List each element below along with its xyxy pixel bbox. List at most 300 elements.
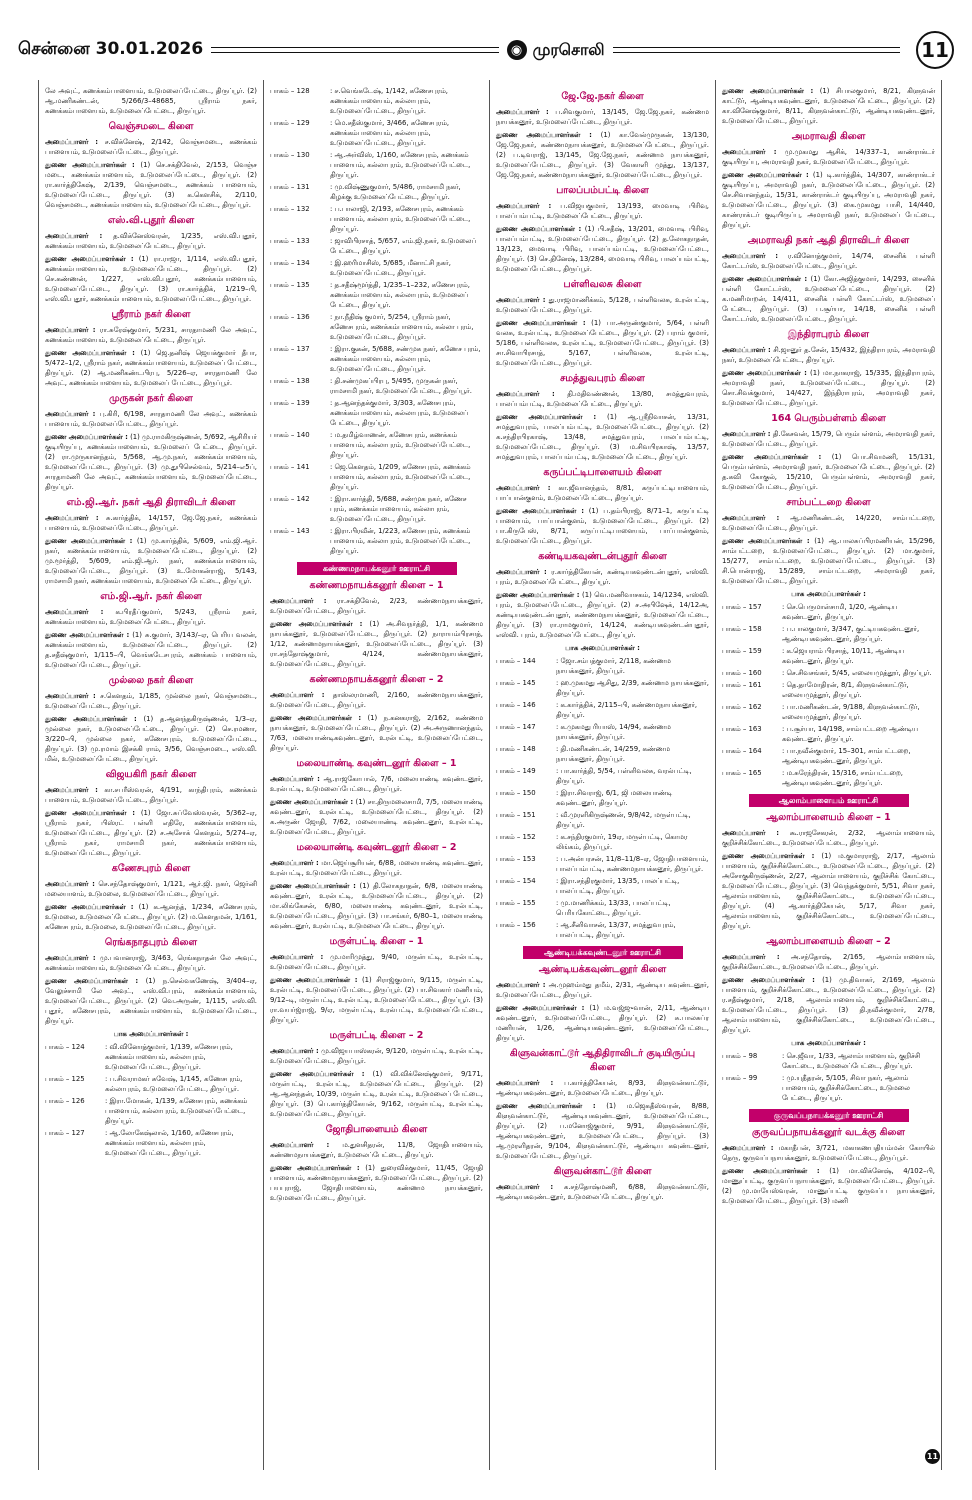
booth-entry [270, 258, 483, 278]
entry-paragraph [722, 828, 935, 848]
role-label: துணை அமைப்பாளர்கள் : [45, 903, 134, 911]
role-label: துணை அமைப்பாளர்கள் : [722, 275, 808, 283]
role-label: அமைப்பாளர் : [270, 859, 319, 867]
booth-number: பாகம் – 150 [496, 789, 536, 797]
booth-number: பாகம் – 162 [722, 703, 762, 711]
booth-details: : இரா.சிவராஜ், 6/1, ஜி மலையாண்டி கவுண்டனூர், திருப்பூர். [556, 789, 673, 807]
role-label: அமைப்பாளர் : [722, 829, 780, 837]
entry-paragraph [496, 483, 709, 503]
section-heading: அமராவதி கிளை [791, 131, 866, 142]
entry-paragraph [45, 953, 257, 973]
booth-details: : க.ஜெயராம் பிரசாத், 10/11, ஆண்டிய கவுண்டனூர், திருப்பூர். [782, 647, 905, 665]
entry-paragraph [722, 1143, 935, 1163]
entry-paragraph [722, 251, 935, 271]
booth-details: : ப.அன்பரசன், 11/8–11/8–ஏ, ஜோதிபாளையம், பாலப்பம்பட்டி, கண்ணமநாயக்கனூர், திருப்பூர். [556, 855, 709, 873]
section-heading: கண்ணமநாயக்கனூர் கிளை – 2 [309, 674, 444, 685]
booth-details: : இ.ஹரிமாசிஸ், 5/685, மீனாட்சி நகர், உடுமலைப்பேட்டை, திருப்பூர். [330, 259, 451, 277]
role-label: அமைப்பாளர் : [45, 410, 96, 418]
entry-paragraph [722, 513, 935, 533]
section-heading: ரெங்கநாதபுரம் கிளை [104, 937, 198, 948]
entry-text: (1) ப.தம்பிராஜ், 8/71–1, கருப்பட்டி பாளையம், பாப்பான்குளம், உடுமலைப்பேட்டை, திருப்பூர். (2) பா.கிருபேஸ், 8/71, கருப்பட்டிபாளையம், பாப்பான்குளம், உடுமலைப்பேட்டை, திருப்பூர். [496, 507, 709, 545]
newspaper-name: முரசொலி [532, 39, 605, 59]
role-label: அமைப்பாளர் : [722, 252, 779, 260]
entry-paragraph [270, 1069, 483, 1119]
role-label: அமைப்பாளர் : [45, 692, 96, 700]
entry-text: (1) மு.ராமகிருஷ்ணன், 5/692, ஆசிரியர் குடியிருப்பு, கணக்கம்பாளையம், உடுமலைப் பேட்டை, திருப்பூர். (2) ரா.முருகானந்தம், 5/568, ஆ.மு.நகர், கணக்கம்பாளையம், உடுமலைப்பேட்டை, திருப்பூர். (3) மு.துபிசெல்வம், 5/214–எ5ப், சாரதாமணி லே அவுட், கணக்கம்பாளையம், உடுமலைப்பேட்டை, திருப்பூர். [45, 433, 257, 491]
entry-text: மா.ஜெய்சூரியன், 6/88, மலையாண்டி கவுண்டனூர், உரல்பட்டி, உடுமலைப்பேட்டை, திருப்பூர். [270, 859, 483, 877]
section-heading: சாம்பட்டறை கிளை [786, 497, 871, 508]
role-label: துணை அமைப்பாளர்கள் : [496, 225, 582, 233]
entry-text: பு.கிரி, 6/198, சாரதாமணி லே அவுட், கணக்கம் பாளையம், உடுமலைப்பேட்டை, திருப்பூர். [45, 410, 257, 428]
entry-text: (1) ஆ.ஸ்ரீநிவாசன், 13/31, சமத்துவபுரம், பாலப்பம்பட்டி, உடுமலைப்பேட்டை, திருப்பூர். (2) க.சந்திரபிரகாஷ், 13/48, சமத்துவபுரம், பாலப்பம்பட்டி, உடுமலைப்பேட்டை, திருப்பூர். (3) ம.சிவபிரகாஷ், 13/57, சமத்துவபுரம், பாலப்பம்பட்டி, உடுமலைப்பேட்டை, திருப்பூர். [496, 413, 709, 461]
entry-paragraph [722, 86, 935, 126]
entry-paragraph [722, 1166, 935, 1206]
section-heading: 164 பெரும்பள்ளம் கிளை [771, 413, 886, 424]
entry-paragraph [496, 590, 709, 640]
section-heading: ஆலாம்பாளையம் கிளை – 1 [766, 812, 891, 823]
role-label: அமைப்பாளர் : [496, 202, 552, 210]
role-label: துணை அமைப்பாளர்கள் : [270, 798, 354, 806]
entry-text: தி.மதிவண்ணன், 13/80, சமத்துவபுரம், பாலப்பம்பட்டி, உடுமலைப்பேட்டை, திருப்பூர். [496, 390, 709, 408]
role-label: துணை அமைப்பாளர்கள் : [496, 319, 586, 327]
role-label: அமைப்பாளர் : [496, 1079, 554, 1087]
role-label: அமைப்பாளர் : [45, 786, 98, 794]
entry-paragraph [722, 368, 935, 408]
booth-entry [45, 1096, 257, 1126]
entry-paragraph [496, 295, 709, 315]
entry-paragraph [45, 231, 257, 251]
booth-number: பாகம் – 156 [496, 921, 536, 929]
entry-text: (1) கா.வேல்முருகன், 13/130, ஜே.ஜே.நகர், கண்ணமநாயக்கனூர், உடுமலைப்பேட்டை, திருப்பூர். (2) ப.டிவராஜ், 13/145, ஜே.ஜே.நகர், கண்ணம நாயக்கனூர், உடுமலைப்பேட்டை, திருப்பூர். (3) வேகாளி முத்து, 13/137, ஜே.ஜே.நகர், கண்ணமநாயக்கனூர், உடுமலைப்பேட்டை, திருப்பூர். [496, 131, 709, 179]
entry-text: கா.ஜீவானந்தம், 8/81, கருப்பட்டிபாளையம், பாப்பான்குளம், உடுமலைப்பேட்டை, திருப்பூர். [496, 484, 709, 502]
entry-paragraph [496, 567, 709, 587]
entry-paragraph [722, 147, 935, 167]
booth-details: : பா.நவீன்குமார், 15–301, சாம்பட்டறை, ஆண்டியகவுண்டனூர், திருப்பூர். [782, 747, 911, 765]
entry-paragraph [722, 975, 935, 1035]
entry-paragraph [496, 412, 709, 462]
booth-details: : இரா.சந்திரகுமார், 13/35, பாலப்பட்டி, பாலப்பட்டி, திருப்பூர். [556, 877, 680, 895]
booth-entry [722, 646, 935, 666]
entry-paragraph [45, 808, 257, 858]
role-label: அமைப்பாளர் : [270, 691, 325, 699]
booth-entry [270, 376, 483, 396]
panchayat-banner: ஆண்டியக்கவுண்டனூர் ஊராட்சி [523, 946, 683, 959]
page-number-badge: 11 [916, 31, 954, 69]
booth-details: : ம.சுரேந்திரன், 15/316, சாம்பட்டறை, ஆண்டியகவுண்டனூர், திருப்பூர். [782, 769, 903, 787]
role-label: துணை அமைப்பாளர்கள் : [45, 631, 130, 639]
column-1 [38, 80, 264, 1470]
role-label: அமைப்பாளர் : [270, 1047, 319, 1055]
booth-entry [270, 86, 483, 116]
section-heading: எம்.ஜி.ஆர். நகர் ஆதி திராவிடர் கிளை [66, 497, 236, 508]
booth-details: : ஜோ.சம்பத்குமார், 2/118, கண்ணம நாயக்கனூர், திருப்பூர். [556, 657, 671, 675]
booth-number: பாகம் – 143 [270, 527, 310, 535]
booth-subheading: பாக அமைப்பாளர்கள் : [791, 590, 866, 598]
booth-details: : ப.பாலகுமார், 3/347, குட்டியகவுண்டனூர், ஆண்டியகவுண்டனூர், திருப்பூர். [782, 625, 920, 643]
booth-entry [45, 1074, 257, 1094]
booth-number: பாகம் – 163 [722, 725, 762, 733]
booth-entry [270, 312, 483, 342]
entry-text: (1) வி.விக்னேஷ்குமார், 9/171, மருள்பட்டி, உரல்பட்டி, உடுமலைப்பேட்டை, திருப்பூர். (2) ஆ.ஆனந்தன், 10/39, மருள்பட்டி, உரல்பட்டி, உடுமலைப் பேட்டை, திருப்பூர். (3) பெ.கார்த்திகேயன், 9/162, மருள்பட்டி, உரல்பட்டி, உடுமலைப்பேட்டை, திருப்பூர். [270, 1070, 483, 1118]
role-label: துணை அமைப்பாளர்கள் : [270, 620, 363, 628]
section-heading: ஆலாம்பாளையம் கிளை – 2 [766, 936, 891, 947]
role-label: அமைப்பாளர் : [45, 232, 103, 240]
entry-paragraph [270, 881, 483, 931]
section-heading: மலையாண்டி கவுண்டனூர் கிளை – 1 [296, 758, 457, 769]
entry-text: (1) சிபாலகுமார், 8/21, கிளுவன் காட்டூர், ஆண்டியகவுண்டனூர், உடுமலைப்பேட்டை, திருப்பூர். (2) கா.வினேஷ்குமார், 8/11, கிளுவன்காட்டூர், ஆண்டியகவுண்டனூர், உடுமலைப்பேட்டை, திருப்பூர். [722, 87, 935, 125]
booth-number: பாகம் – 165 [722, 769, 762, 777]
entry-text: (1) ஜெ.தனிஷ் ஜெயக்குமார் தீபா, 5/472–1/2, ஸ்ரீராம் நகர், கணக்கம்பாளையம், உடுமலைப் பேட்டை, திருப்பூர். (2) ஆ.மணிகண்டபிரபு, 5/226–ஏ, சாரதாமணி லே அவுட், கணக்கம்பாளையம், உடுமலைப் பேட்டை, திருப்பூர். [45, 349, 257, 387]
entry-paragraph [45, 536, 257, 586]
entry-text: (1) ம.ஜெகதீஸ்வரன், 8/88, கிளுவன்காட்டூர், ஆண்டியகவுண்டனூர், உடுமலைப்பேட்டை, திருப்பூர். (2) ப.மனோஜ்குமார், 9/91, கிளுவன்காட்டூர், ஆண்டியகவுண்டனூர், உடுமலைப்பேட்டை, திருப்பூர். (3) ஆ.முரளிதரன், 9/104, கிளுவன்காட்டூர், ஆண்டிய கவுண்டனூர், உடுமலைப்பேட்டை, திருப்பூர். [496, 1102, 709, 1160]
booth-details: : க.முகமது ரியாஸ், 14/94, கண்ணம நாயக்கனூர், திருப்பூர். [556, 723, 671, 741]
role-label: அமைப்பாளர் : [270, 953, 324, 961]
booth-number: பாகம் – 154 [496, 877, 536, 885]
role-label: அமைப்பாளர் : [45, 954, 96, 962]
entry-text: சு.கார்த்திக், 14/157, ஜே.ஜே.நகர், கணக்கம் பாளையம், உடுமலைப்பேட்டை, திருப்பூர். [45, 514, 257, 532]
booth-details: : மு.விஷ்ணுகுமார், 5/486, ராமசாமி நகர், கிழக்கு உடுமலைப்பேட்டை, திருப்பூர். [330, 183, 461, 201]
role-label: அமைப்பாளர் : [270, 1141, 330, 1149]
entry-text: ர.வினோத்குமார், 14/74, சைனிக் பள்ளி கோட்டர்ஸ், உடுமலைப்பேட்டை, திருப்பூர். [722, 252, 935, 270]
booth-entry [496, 832, 709, 852]
entry-text: து.ராஜமாணிக்கம், 5/128, பள்ளிவலசு, உரல்பட்டி, உடுமலைப்பேட்டை, திருப்பூர். [496, 296, 709, 314]
booth-details: : ச.வெங்கடேஷ், 1/142, கணேசபுரம், கணக்கம்பாளையம், கல்லாபுரம், உடுமலைப்பேட்டை, திருப்பூர். [330, 87, 448, 115]
booth-details: : ஹ.முகமது ஆசிது, 2/39, கண்ணம நாயக்கனூர், திருப்பூர். [556, 679, 709, 697]
section-heading: எம்.ஜி.ஆர். நகர் கிளை [100, 591, 202, 602]
role-label: துணை அமைப்பாளர்கள் : [722, 537, 810, 545]
entry-text: ர.கார்த்திகேயன், கண்டியகவுண்டன்புதூர், எஸ்வி. புரம், உடுமலைப்பேட்டை, திருப்பூர். [496, 568, 709, 586]
entry-paragraph [722, 952, 935, 972]
role-label: அமைப்பாளர் : [270, 775, 320, 783]
booth-number: பாகம் – 159 [722, 647, 762, 655]
entry-text: (1) பி.சதீஷ், 13/201, மைவாடி பிரிவு, பாலப்பம்பட்டி, உடுமலைப்பேட்டை, திருப்பூர். (2) த.லோகநாதன், 13/123, மைவாடி பிரிவு, பாலப்பம்பட்டி, உடுமலைப்பேட்டை, திருப்பூர். (3) செ.தினேஷ், 13/284, மைவாடி பிரிவு, பாலப்பம்பட்டி, உடுமலைப்பேட்டை, திருப்பூர். [496, 225, 709, 273]
role-label: அமைப்பாளர் : [722, 148, 777, 156]
booth-number: பாகம் – 149 [496, 767, 536, 775]
entry-text: ச.கௌதம், 1/185, முல்லை நகர், வெஞ்சமடை, உடுமலைப்பேட்டை, திருப்பூர். [45, 692, 257, 710]
entry-text: (1) டி.கார்த்திக், 14/307, காண்ராக்டர் குடியிருப்பு, அமராவதி நகர், உடுமலைப்பேட்டை, திருப்பூர். (2) செ.சிவானந்தம், 15/31, காண்ராக்டர் குடியிருப்பு, அமராவதி நகர், உடுமலைப்பேட்டை, திருப்பூர். (3) கை.முகமது பாசி, 14/440, காண்ராக்டர் குடியிருப்பு, அமராவதி நகர், உடுமலைப் பேட்டை, திருப்பூர். [722, 171, 935, 229]
booth-details: : க.சந்திரகுமார், 19ஏ, மருள்பட்டி, கொமர லிங்கம், திருப்பூர். [556, 833, 688, 851]
entry-paragraph [270, 952, 483, 972]
section-heading: இந்திராபுரம் கிளை [787, 329, 870, 340]
booth-number: பாகம் – 145 [496, 679, 536, 687]
section-heading: மருள்பட்டி கிளை – 1 [329, 936, 424, 947]
booth-number: பாகம் – 142 [270, 495, 310, 503]
masthead [18, 30, 954, 70]
section-heading: சமத்துவபுரம் கிளை [560, 373, 645, 384]
entry-paragraph [496, 1003, 709, 1043]
entry-text: கா.சபரீஸ்வரன், 4/191, காந்திபுரம், கணக்கம் பாளையம், உடுமலைப்பேட்டை, திருப்பூர். [45, 786, 257, 804]
booth-entry [496, 810, 709, 830]
entry-paragraph [496, 318, 709, 368]
booth-details: : பா.மணிகண்டன், 9/188, கிளுவன்காட்டூர், எலையமுத்தூர், திருப்பூர். [782, 703, 920, 721]
role-label: அமைப்பாளர் : [722, 953, 780, 961]
booth-details: : இரா.பிரவீன், 1/223, கணேசபுரம், கணக்கம் பாளையம், கல்லாபுரம், உடுமலைப்பேட்டை, திருப்பூர். [330, 527, 471, 555]
role-label: துணை அமைப்பாளர்கள் : [270, 1070, 365, 1078]
entry-paragraph [270, 713, 483, 753]
role-label: துணை அமைப்பாளர்கள் : [722, 1167, 820, 1175]
booth-entry [496, 766, 709, 786]
booth-number: பாகம் – 127 [45, 1129, 85, 1137]
booth-entry [722, 668, 935, 678]
entry-paragraph [270, 619, 483, 669]
booth-details: : க.கார்த்திக், 2/115–பி, கண்ணமநாயக்கனூர், திருப்பூர். [556, 701, 698, 719]
role-label: துணை அமைப்பாளர்கள் : [722, 453, 822, 461]
entry-text: தி.கேசவன், 15/79, பெரும்பள்ளம், அமராவதி நகர், உடுமலைப்பேட்டை, திருப்பூர். [722, 430, 935, 448]
booth-number: பாகம் – 136 [270, 313, 310, 321]
booth-number: பாகம் – 130 [270, 151, 310, 159]
section-heading: மருள்பட்டி கிளை – 2 [329, 1030, 424, 1041]
booth-entry [270, 462, 483, 492]
booth-entry [722, 624, 935, 644]
role-label: துணை அமைப்பாளர்கள் : [722, 976, 815, 984]
role-label: துணை அமைப்பாளர்கள் : [45, 537, 133, 545]
role-label: அமைப்பாளர் : [45, 608, 104, 616]
booth-number: பாகம் – 140 [270, 431, 310, 439]
booth-entry [270, 494, 483, 524]
entry-text: (1) ம.வஜ்ஜுவான், 2/11, ஆண்டிய கவுண்டனூர், உடுமலைப்பேட்டை, திருப்பூர். (2) சு.பாலசுப்ர மணியன், 1/26, ஆண்டியகவுண்டனூர், உடுமலைப்பேட்டை, திருப்பூர். [496, 1004, 710, 1042]
role-label: துணை அமைப்பாளர்கள் : [270, 882, 356, 890]
booth-entry [270, 344, 483, 374]
role-label: அமைப்பாளர் : [45, 138, 99, 146]
booth-number: பாகம் – 135 [270, 281, 310, 289]
booth-details: : மு.யுதீதரன், 5/105, சிவா நகர், ஆலாம் பாளையம், குறிச்சிக்கோட்டை, உடுமலை பேட்டை, திருப்பூர். [782, 1074, 910, 1102]
entry-paragraph [270, 858, 483, 878]
entry-text: (1) சு.குமார், 3/143/–ஏ, பெரிய வலன், கணக்கம்பாளையம், உடுமலைப்பேட்டை, திருப்பூர். (2) த.சதீஷ்குமார், 1/115–பி, வெங்கடேசபுரம், கணக்கம் பாளையம், உடுமலைப்பேட்டை, திருப்பூர். [45, 631, 257, 669]
booth-entry [722, 746, 935, 766]
role-label: துணை அமைப்பாளர்கள் : [45, 255, 134, 263]
entry-text: அ.சந்தோஷ், 2/165, ஆலாம்பாளையம், குறிச்சிக்கோட்டை, உடுமலைப்பேட்டை, திருப்பூர். [722, 953, 935, 971]
booth-details: : தி.மணிகண்டன், 14/259, கண்ணம நாயக்கனூர், திருப்பூர். [556, 745, 670, 763]
entry-text: (1) செ.சக்திவேல், 2/153, வெஞ்ச மடை, கணக்கம்பாளையம், உடுமலைப்பேட்டை, திருப்பூர். (2) ரா.கார்த்திகேஷ், 2/139, வெஞ்சமடை, கணக்கம் பாளையம், உடுமலைப்பேட்டை, திருப்பூர். (3) க.கௌசிக், 2/110, வெஞ்சமடை, கணக்கம்பாளையம், உடுமலைப்பேட்டை, திருப்பூர். [45, 161, 257, 209]
role-label: அமைப்பாளர் : [496, 568, 547, 576]
entry-paragraph [722, 452, 935, 492]
role-label: அமைப்பாளர் : [270, 597, 327, 605]
booth-entry [496, 920, 709, 940]
entry-text: (1) ரா.ராஜா, 1/114, எஸ்.வி.புதூர், கணக்கம்பாளையம், உடுமலைப்பேட்டை, திருப்பூர். (2) செ.கண்ணன், 1/227, எஸ்.வி.புதூர், கணக்கம்பாளையம், உடுமலைப்பேட்டை, திருப்பூர். (3) ரா.கார்த்திக், 1/219–பி, எஸ்.வி.புதூர், கணக்கம்பாளையம், உடுமலைப்பேட்டை, திருப்பூர். [45, 255, 257, 303]
booth-entry [496, 700, 709, 720]
booth-number: பாகம் – 133 [270, 237, 310, 245]
entry-text: செ.சந்தோஷ்குமார், 1/121, ஆர்.ஜி. நகர், ஜெர்னி மலையாளம், உடுமலை, உடுமலைப்பேட்டை, திருப்பூர். [45, 880, 257, 898]
booth-details: : இரா.மோகன், 1/139, கணேசபுரம், கணக்கம் பாளையம், கல்லாபுரம், உடுமலைப்பேட்டை, திருப்பூர். [105, 1097, 248, 1125]
role-label: துணை அமைப்பாளர்கள் : [722, 171, 809, 179]
entry-paragraph [45, 513, 257, 533]
entry-text: கூ.ராஜசேகரன், 2/32, ஆலாம்பாளையம், குறிச்சிக்கோட்டை, உடுமலைப்பேட்டை, திருப்பூர். [722, 829, 935, 847]
booth-details: : நா.நீதிஷ் குமார், 5/254, ஸ்ரீராம் நகர், கணேசபுரம், கணக்கம்பாளையம், கல்லா புரம், உடுமலைப்பேட்டை, திருப்பூர். [330, 313, 474, 341]
role-label: துணை அமைப்பாளர்கள் : [722, 852, 815, 860]
entry-paragraph [270, 1046, 483, 1066]
booth-number: பாகம் – 161 [722, 681, 762, 689]
booth-details: : மு.மாணிக்கம், 13/33, பாலப்பட்டி, பெரியகோட்டை, திருப்பூர். [556, 899, 671, 917]
entry-paragraph [45, 325, 257, 345]
role-label: அமைப்பாளர் : [496, 1183, 554, 1191]
footer-page-number: 11 [925, 1449, 940, 1464]
role-label: அமைப்பாளர் : [45, 880, 95, 888]
booth-number: பாகம் – 98 [722, 1052, 758, 1060]
role-label: அமைப்பாளர் : [722, 430, 771, 438]
booth-entry [496, 876, 709, 896]
booth-number: பாகம் – 148 [496, 745, 536, 753]
entry-text: த.விக்னேஸ்வரன், 1/235, எஸ்.வி.புதூர், கணக்கம்பாளையம், உடுமலைப்பேட்டை, திருப்பூர். [45, 232, 257, 250]
entry-paragraph [45, 86, 257, 116]
entry-text: (1) த.ஆனந்தகிருஷ்ணன், 1/3–ஏ, முல்லை நகர், உடுமலைப்பேட்டை, திருப்பூர். (2) செ.ரமணா, 3/220–பி, முல்லை நகர், கணேசபுரம், உடுமலைப்பேட்டை, திருப்பூர். (3) மு.ரமாம் இசக்கி ராம், 3/56, வெஞ்சமடை, எஸ்.வி. மில், உடுமலைப்பேட்டை, திருப்பூர். [45, 715, 257, 763]
entry-paragraph [722, 170, 935, 230]
booth-details: : தி.சண்முகப்பிரபு, 5/495, முருகன் நகர், ராமசாமி நகர், உடுமலைப்பேட்டை, திருப்பூர். [330, 377, 472, 395]
entry-paragraph [270, 1140, 483, 1160]
booth-entry [270, 430, 483, 460]
booth-number: பாகம் – 125 [45, 1075, 85, 1083]
entry-text: ப.விஜயகுமார், 13/193, மைவாடி பிரிவு, பாலப்பம்பட்டி, உடுமலைப்பேட்டை, திருப்பூர். [496, 202, 709, 220]
booth-details: : ப.சூர்யா, 14/198, சாம்பட்டறை ஆண்டிய கவுண்டனூர், திருப்பூர். [782, 725, 918, 743]
role-label: துணை அமைப்பாளர்கள் : [496, 1102, 596, 1110]
role-label: துணை அமைப்பாளர்கள் : [496, 1004, 585, 1012]
entry-text: மு.மாரிமுத்து, 9/40, மருள்பட்டி, உரல்பட்டி, உடுமலைப்பேட்டை, திருப்பூர். [270, 953, 483, 971]
entry-text: (1) ஆ.பாலசுப்பிரமணியன், 15/296, சாம்பட்டறை, உடுமலைப்பேட்டை, திருப்பூர். (2) மா.குமார், 15/277, சாம்பட்டறை, உடுமலைப்பேட்டை, திருப்பூர். (3) சி.பொன்ராஜ், 15/289, சாம்பட்டறை, அமராவதி நகர், உடுமலைப்பேட்டை, திருப்பூர். [722, 537, 935, 585]
entry-text: ரா.சுரேஷ்குமார், 5/231, சாரதாமணி லே அவுட், கணக்கம்பாளையம், உடுமலைப்பேட்டை, திருப்பூர். [45, 326, 257, 344]
section-heading: பள்ளிவலசு கிளை [563, 279, 642, 290]
entry-text: (1) பொ.சிவமணி, 15/131, பெரும்பள்ளம், அமராவதி நகர், உடுமலைப்பேட்டை, திருப்பூர். (2) த.கவி கோகுல், 15/210, பெரும்பள்ளம், அமராவதி நகர், உடுமலைப்பேட்டை, திருப்பூர். [722, 453, 935, 491]
entry-text: (1) வெ.மணிவாசகம், 14/1234, எஸ்வி. புரம், உடுமலைப்பேட்டை, திருப்பூர். (2) ச.அபிஷேக், 14/12அ, கண்டியகவுண்டன்புதூர், கண்ணமநாயக்கனூர், உடுமலைப்பேட்டை, திருப்பூர். (3) ரா.ராமகுமார், 14/124, கண்டியகவுண்டன்புதூர், எஸ்வி. புரம், உடுமலைப்பேட்டை, திருப்பூர். [496, 591, 709, 639]
booth-subheading: பாக அமைப்பாளர்கள் : [565, 644, 640, 652]
booth-entry [496, 854, 709, 874]
booth-entry [270, 280, 483, 310]
booth-details: : ஜெ.கௌதம், 1/209, கணேசபுரம், கணக்கம் பாளையம், கல்லாபுரம், உடுமலைப்பேட்டை, திருப்பூர். [330, 463, 471, 491]
role-label: அமைப்பாளர் : [496, 390, 555, 398]
section-heading: கண்டியகவுண்டன்புதூர் கிளை [538, 551, 667, 562]
role-label: அமைப்பாளர் : [722, 514, 780, 522]
entry-text: அ.முஹம்மது தமீம், 2/31, ஆண்டிய கவுண்டனூர், உடுமலைப்பேட்டை, திருப்பூர். [496, 981, 709, 999]
entry-paragraph [45, 254, 257, 304]
role-label: துணை அமைப்பாளர்கள் : [45, 715, 137, 723]
entry-paragraph [722, 536, 935, 586]
booth-number: பாகம் – 144 [496, 657, 536, 665]
booth-details: : த.சதீஷ்மூர்த்தி, 1/235–1–232, கணேசபுரம், கணக்கம்பாளையம், கல்லாபுரம், உடுமலைப் பேட்டை, திருப்பூர். [330, 281, 470, 309]
entry-text: (1) மா.நாகராஜ், 15/335, இந்திராபுரம், அமராவதி நகர், உடுமலைப்பேட்டை, திருப்பூர். (2) சொ.சிவக்குமார், 14/427, இந்திராபுரம், அமராவதி நகர், உடுமலைப்பேட்டை, திருப்பூர். [722, 369, 935, 407]
section-heading: ஜே.ஜே.நகர் கிளை [561, 91, 644, 102]
masthead-rule-left [211, 47, 498, 53]
panchayat-banner: குருவப்பநாயக்கனூர் ஊராட்சி [749, 1109, 909, 1122]
booth-entry [270, 236, 483, 256]
column-3 [490, 80, 716, 1470]
entry-paragraph [496, 130, 709, 180]
entry-text: (1) ந.கனகராஜ், 2/162, கண்ணம நாயக்கனூர், உடுமலைப்பேட்டை, திருப்பூர். (2) அ.அருணானந்தம், 7/63, மலையாண்டிகவுண்டனூர், உரல்பட்டி, உடுமலைப்பேட்டை, திருப்பூர். [270, 714, 483, 752]
section-heading: பாலப்பம்பட்டி கிளை [556, 185, 649, 196]
role-label: துணை அமைப்பாளர்கள் : [270, 1164, 360, 1172]
role-label: அமைப்பாளர் : [45, 326, 96, 334]
booth-entry [45, 1128, 257, 1158]
entry-paragraph [496, 506, 709, 546]
booth-entry [722, 702, 935, 722]
entry-paragraph [496, 107, 709, 127]
role-label: அமைப்பாளர் : [45, 514, 99, 522]
booth-details: : ம.தமிழ்வாணன், கணேசபுரம், கணக்கம் பாளையம், கல்லாபுரம், உடுமலைப்பேட்டை, திருப்பூர். [330, 431, 471, 459]
booth-details: : இரா.குகன், 5/688, சண்முக நகர், கணேச புரம், கணக்கம்பாளையம், கல்லாபுரம், உடுமலைப்பேட்டை, திருப்பூர். [330, 345, 481, 373]
entry-text: ஆ.மணிகண்டன், 14/220, சாம்பட்டறை, உடுமலைப்பேட்டை, திருப்பூர். [722, 514, 935, 532]
booth-number: பாகம் – 146 [496, 701, 536, 709]
entry-paragraph [270, 774, 483, 794]
entry-text: (1) துரைவிக்குமார், 11/45, ஜோதி பாளையம், கண்ணமநாயக்கனூர், உடுமலைப்பேட்டை, திருப்பூர். (2) பயபுராஜ், ஜோதிபாளையம், கண்ணம நாயக்கனூர், உடுமலைப்பேட்டை, திருப்பூர். [270, 1164, 483, 1202]
role-label: துணை அமைப்பாளர்கள் : [45, 161, 135, 169]
entry-text: (1) சா.திருமலைசாமி, 7/5, மலையாண்டி கவுண்டனூர், உரல்பட்டி, உடுமலைப்பேட்டை, திருப்பூர். (2) க.அருண் ஜோதி, 7/62, மலையாண்டி கவுண்டனூர், உரல்பட்டி, உடுமலைப்பேட்டை, திருப்பூர். [270, 798, 483, 836]
entry-paragraph [45, 691, 257, 711]
booth-entry [722, 724, 935, 744]
role-label: துணை அமைப்பாளர்கள் : [496, 131, 592, 139]
entry-paragraph [496, 980, 709, 1000]
role-label: அமைப்பாளர் : [496, 981, 546, 989]
role-label: அமைப்பாளர் : [722, 1144, 774, 1152]
entry-paragraph [45, 137, 257, 157]
entry-text: ஆ.ராஜகோபால், 7/6, மலையாண்டி கவுண்டனூர், உரல்பட்டி, உடுமலைப்பேட்டை, திருப்பூர். [270, 775, 483, 793]
entry-paragraph [45, 785, 257, 805]
booth-number: பாகம் – 124 [45, 1043, 85, 1051]
entry-paragraph [722, 851, 935, 931]
entry-text: (1) அ.சிவநர்த்தி, 1/1, கண்ணம நாயக்கனூர், உடுமலைப்பேட்டை, திருப்பூர். (2) நாராயம்பிரசாத், 1/12, கண்ணமநாயக்கனூர், உடுமலைப்பேட்டை, திருப்பூர். (3) ரா.சந்தோஷ்குமார், 4/124, கண்ணமநாயக்கனூர், உடுமலைப்பேட்டை, திருப்பூர். [270, 620, 483, 668]
section-heading: கிளுவன்காட்டூர் கிளை [553, 1166, 652, 1177]
entry-text: ப.கார்த்திகேயன், 8/93, கிளுவன்காட்டூர், ஆண்டியகவுண்டனூர், உடுமலைப்பேட்டை, திருப்பூர். [496, 1079, 709, 1097]
booth-details: : மெ.சதீஸ்குமார், 3/466, கணேசபுரம், கணக்கம்பாளையம், கல்லாபுரம், உடுமலைப்பேட்டை, திருப்பூர். [330, 119, 450, 147]
booth-number: பாகம் – 128 [270, 87, 310, 95]
booth-number: பாகம் – 158 [722, 625, 762, 633]
entry-text: மு.பவானராஜ், 3/463, ரெங்கநாதன் லே அவுட், கணக்கம்பாளையம், உடுமலைப்பேட்டை, திருப்பூர். [45, 954, 257, 972]
section-heading: முருகன் நகர் கிளை [109, 393, 193, 404]
section-heading: ஸ்ரீராம் நகர் கிளை [111, 309, 191, 320]
entry-paragraph [45, 432, 257, 492]
role-label: அமைப்பாளர் : [496, 296, 546, 304]
article-columns [38, 80, 944, 1470]
booth-entry [270, 182, 483, 202]
booth-number: பாகம் – 99 [722, 1074, 758, 1082]
section-heading: வெஞ்சமடை கிளை [108, 121, 194, 132]
entry-paragraph [722, 429, 935, 449]
entry-text: (1) மு.திவாகர், 2/169, ஆலாம் பாளையம், குறிச்சிக்கோட்டை, உடுமலைப்பேட்டை, திருப்பூர். (2) ர.சதீஷ்குமார், 2/18, ஆலாம்பாளையம், குறிச்சிக்கோட்டை, உடுமலைப்பேட்டை, திருப்பூர். (3) தி.நவீன்குமார், 2/78, ஆலாம்பாளையம், குறிச்சிக்கோட்டை, உடுமலைப்பேட்டை, திருப்பூர். [722, 976, 936, 1034]
booth-entry [270, 526, 483, 556]
booth-number: பாகம் – 147 [496, 723, 536, 731]
role-label: துணை அமைப்பாளர்கள் : [722, 87, 814, 95]
panchayat-banner: கண்ணமநாயக்கனூர் ஊராட்சி [297, 562, 457, 575]
entry-paragraph [496, 224, 709, 274]
entry-paragraph [45, 630, 257, 670]
entry-text: தாஸ்லரமாணி, 2/160, கண்ணமநாயக்கனூர், உடுமலைப்பேட்டை, திருப்பூர். [270, 691, 483, 709]
entry-paragraph [45, 348, 257, 388]
entry-paragraph [45, 902, 257, 932]
entry-text: சி.ஜானுர் த.சேன், 15/432, இந்திராபுரம், அமராவதி நகர், உடுமலைப்பேட்டை, திருப்பூர். [722, 346, 936, 364]
booth-number: பாகம் – 134 [270, 259, 310, 267]
booth-number: பாகம் – 129 [270, 119, 310, 127]
booth-number: பாகம் – 151 [496, 811, 536, 819]
entry-paragraph [722, 274, 935, 324]
booth-number: பாகம் – 155 [496, 899, 536, 907]
entry-paragraph [496, 1101, 709, 1161]
booth-number: பாகம் – 160 [722, 669, 762, 677]
entry-paragraph [722, 345, 935, 365]
booth-entry [496, 678, 709, 698]
entry-paragraph [45, 409, 257, 429]
booth-details: : ப.சிவராமகர் சுவேஷ், 1/145, கணேசபுரம், கல்லாபுரம், உடுமலைப்பேட்டை, திருப்பூர். [105, 1075, 243, 1093]
booth-number: பாகம் – 164 [722, 747, 762, 755]
entry-text: லே அவுட், கணக்கம்பாளையம், உடுமலைப்பேட்டை, திருப்பூர். (2) ஆ.மணிகண்டன், 5/266/3–48685, ஸ்ரீராம் நகர், கணக்கம்பாளையம், உடுமலைப்பேட்டை, திருப்பூர். [45, 87, 257, 115]
booth-entry [496, 744, 709, 764]
entry-text: ரா.சக்திவேல், 2/23, கண்ணமநாயக்கனூர், உடுமலைப்பேட்டை, திருப்பூர். [270, 597, 483, 615]
booth-number: பாகம் – 139 [270, 399, 310, 407]
entry-text: (1) ம.குமாரராஜ், 2/17, ஆலாம் பாளையம், குறிச்சிக்கோட்டை, உடுமலைப்பேட்டை, திருப்பூர். (2) அசோகுகிருஷ்ணன், 2/27, ஆலாம்பாளையம், குறிச்சிக் கோட்டை, உடுமலைப்பேட்டை, திருப்பூர். (3) வெந்தக்குமார், 5/51, சிவா நகர், ஆலாம்பாளையம், குறிச்சிக்கோட்டை, உடுமலைப்பேட்டை, திருப்பூர். (4) ஆ.கார்த்திகேயன், 5/17, சிவா நகர், ஆலாம்பாளையம், குறிச்சிக்கோட்டை, உடுமலைப்பேட்டை, திருப்பூர். [722, 852, 935, 930]
entry-text: (1) மா.விக்னேஷ், 4/102–பி, மாணுப்பட்டி, குருவப்பநாயக்கனூர், உடுமலைப்பேட்டை, திருப்பூர். (2) மு.மாயேஸ்வரன், மாணுப்பட்டி குருவப்ப நாயக்கனூர், உடுமலைப்பேட்டை, திருப்பூர். (3) மணி [722, 1167, 935, 1205]
booth-details: : தெ.தாமோதிரன், 8/1, கிளுவன்காட்டூர், எலையமுத்தூர், திருப்பூர். [782, 681, 909, 699]
booth-subheading: பாக அமைப்பாளர்கள் : [791, 1039, 866, 1047]
booth-details: : ப.பாலாஜி, 2/193, கணேசபுரம், கணக்கம் பாளையம், கல்லாபுரம், உடுமலைப்பேட்டை, திருப்பூர். [330, 205, 471, 233]
masthead-rule-right [613, 47, 900, 53]
booth-entry [722, 768, 935, 788]
entry-paragraph [496, 389, 709, 409]
section-heading: கருப்பட்டிபாளையம் கிளை [543, 467, 662, 478]
